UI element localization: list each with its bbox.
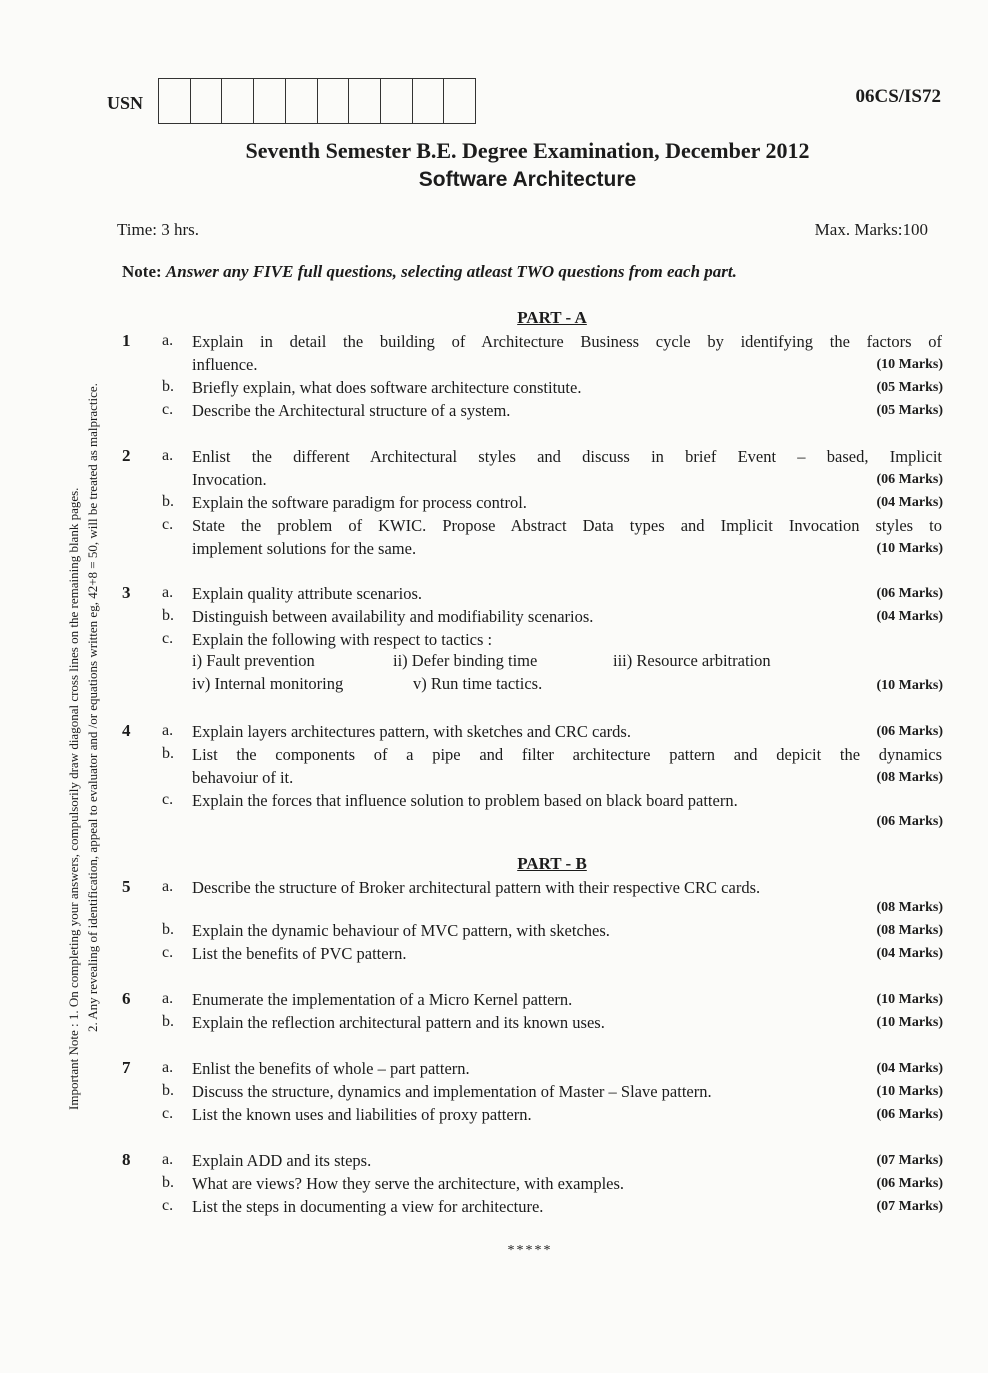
question-text: Explain quality attribute scenarios. [192,584,423,603]
note-label: Note: [122,262,162,281]
subpart-label: a. [162,990,174,1007]
subpart-label: c. [162,630,174,647]
question-number: 1 [122,331,131,350]
usn-box [254,79,286,123]
usn-box [444,79,475,123]
marks: (06 Marks) [876,586,943,601]
question-text: Explain the dynamic behaviour of MVC pattern, with sketches. [192,921,610,940]
marks: (08 Marks) [876,923,943,938]
question-number: 5 [122,877,131,896]
question-number: 7 [122,1058,131,1077]
marks: (08 Marks) [876,770,943,785]
marks: (06 Marks) [876,814,943,829]
subpart-label: c. [162,1105,174,1122]
tactic-item: v) Run time tactics. [413,674,543,693]
question-text: List the known uses and liabilities of proxy pattern. [192,1105,532,1124]
marks: (04 Marks) [876,946,943,961]
question-text: Enlist the different Architectural styles and discuss in brief Event – based, Implicit [192,447,942,466]
question-text: Briefly explain, what does software architecture constitute. [192,378,582,397]
question-text: Explain the software paradigm for process control. [192,493,527,512]
subpart-label: a. [162,584,174,601]
question-text: Discuss the structure, dynamics and implementation of Master – Slave pattern. [192,1082,712,1101]
question-number: 3 [122,583,131,602]
usn-box [413,79,445,123]
marks: (10 Marks) [876,357,943,372]
question-text: List the benefits of PVC pattern. [192,944,407,963]
subject-title: Software Architecture [418,168,637,191]
marks: (04 Marks) [876,609,943,624]
tactic-item: ii) Defer binding time [393,651,538,670]
subpart-label: b. [162,1013,174,1030]
usn-box [318,79,350,123]
subpart-label: b. [162,1174,174,1191]
question-number: 6 [122,989,131,1008]
question-text: Explain the reflection architectural pattern and its known uses. [192,1013,605,1032]
subpart-label: c. [162,944,174,961]
subpart-label: b. [162,1082,174,1099]
side-note [64,50,102,1110]
question-number: 4 [122,721,131,740]
note-text: Answer any FIVE full questions, selecting atleast TWO questions from each part. [165,262,737,281]
question-text: Explain the following with respect to tactics : [192,630,493,649]
question-text: List the components of a pipe and filter architecture pattern and depicit the dynamics [192,745,942,764]
question-text: Distinguish between availability and modifiability scenarios. [192,607,594,626]
usn-box [286,79,318,123]
question-text: Explain ADD and its steps. [192,1151,372,1170]
marks: (07 Marks) [876,1199,943,1214]
marks: (06 Marks) [876,1107,943,1122]
question-text: List the steps in documenting a view for architecture. [192,1197,544,1216]
question-number: 2 [122,446,131,465]
question-text-cont: behavoiur of it. [192,768,294,787]
usn-box [222,79,254,123]
usn-box [381,79,413,123]
tactic-item: i) Fault prevention [192,651,315,670]
marks: (10 Marks) [876,1084,943,1099]
part-a-heading: PART - A [517,308,587,327]
paper-code: 06CS/IS72 [855,86,941,107]
question-text: Explain the forces that influence solution to problem based on black board pattern. [192,791,738,810]
question-text-cont: influence. [192,355,258,374]
side-note-line-2: 2. Any revealing of identification, appeal to evaluator and /or equations written eg, 42+8 = 50, will be treated as malpractice. [85,383,100,1032]
question-number: 8 [122,1150,131,1169]
usn-box [159,79,191,123]
question-text: Enumerate the implementation of a Micro Kernel pattern. [192,990,573,1009]
marks: (10 Marks) [876,678,943,693]
tactic-item: iii) Resource arbitration [613,651,771,670]
exam-time: Time: 3 hrs. [117,220,200,239]
marks: (07 Marks) [876,1153,943,1168]
side-note-line-1: Important Note : 1. On completing your answers, compulsorily draw diagonal cross lines on the remaining blank pages. [66,487,81,1110]
subpart-label: b. [162,921,174,938]
usn-boxes [158,78,476,124]
subpart-label: a. [162,447,174,464]
subpart-label: c. [162,791,174,808]
tactic-item: iv) Internal monitoring [192,674,344,693]
subpart-label: b. [162,378,174,395]
part-b-heading: PART - B [517,854,587,873]
instructions-note [122,262,737,282]
question-text-cont: implement solutions for the same. [192,539,417,558]
subpart-label: a. [162,332,174,349]
question-text: What are views? How they serve the architecture, with examples. [192,1174,625,1193]
exam-title: Seventh Semester B.E. Degree Examination, December 2012 [245,138,810,163]
question-text: Describe the structure of Broker architectural pattern with their respective CRC cards. [192,878,761,897]
subpart-label: c. [162,401,174,418]
subpart-label: b. [162,607,174,624]
marks: (10 Marks) [876,1015,943,1030]
subpart-label: b. [162,493,174,510]
subpart-label: b. [162,745,174,762]
subpart-label: a. [162,878,174,895]
marks: (10 Marks) [876,992,943,1007]
marks: (06 Marks) [876,724,943,739]
usn-box [191,79,223,123]
subpart-label: c. [162,516,174,533]
max-marks: Max. Marks:100 [814,220,928,239]
question-text: State the problem of KWIC. Propose Abstract Data types and Implicit Invocation styles to [192,516,942,535]
marks: (06 Marks) [876,472,943,487]
question-text: Explain layers architectures pattern, with sketches and CRC cards. [192,722,631,741]
question-text-cont: Invocation. [192,470,267,489]
marks: (08 Marks) [876,900,943,915]
subpart-label: a. [162,1151,174,1168]
end-marker: ***** [507,1243,553,1258]
marks: (06 Marks) [876,1176,943,1191]
subpart-label: a. [162,1059,174,1076]
marks: (04 Marks) [876,495,943,510]
marks: (05 Marks) [876,403,943,418]
question-text: Explain in detail the building of Architecture Business cycle by identifying the factors of [192,332,942,351]
usn-box [349,79,381,123]
subpart-label: a. [162,722,174,739]
marks: (10 Marks) [876,541,943,556]
subpart-label: c. [162,1197,174,1214]
marks: (05 Marks) [876,380,943,395]
marks: (04 Marks) [876,1061,943,1076]
question-text: Describe the Architectural structure of a system. [192,401,511,420]
usn-label: USN [107,93,144,113]
question-text: Enlist the benefits of whole – part pattern. [192,1059,470,1078]
